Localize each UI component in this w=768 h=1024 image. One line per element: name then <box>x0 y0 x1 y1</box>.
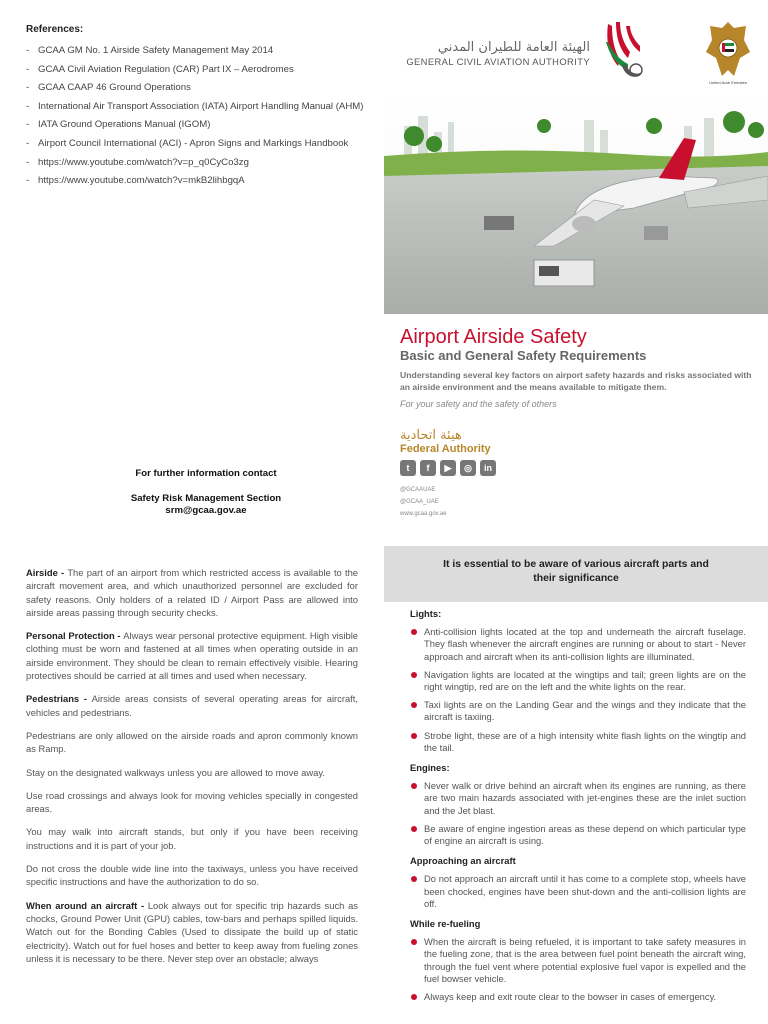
bullet-item: Anti-collision lights located at the top and underneath the aircraft fuselage. They flash whenever the aircraft engines are running or about to start - Never approach and aircraft when its anti-collision lights are illuminated. <box>410 626 746 663</box>
term: Pedestrians - <box>26 693 92 705</box>
reference-item: - IATA Ground Operations Manual (IGOM) <box>26 119 366 131</box>
reference-link[interactable]: - https://www.youtube.com/watch?v=p_q0CyCo3zg <box>26 157 366 169</box>
federal-authority-english: Federal Authority <box>400 443 491 455</box>
facebook-icon[interactable]: f <box>420 460 436 476</box>
federal-authority-arabic: هيئة اتحادية <box>400 428 462 443</box>
section-title: Lights: <box>410 608 442 619</box>
bullet-list <box>410 936 746 1003</box>
bullet-item: Taxi lights are on the Landing Gear and the wings and they indicate that the aircraft is taxiing. <box>410 699 746 723</box>
references-list <box>26 45 366 187</box>
bullet-item: Never walk or drive behind an aircraft when its engines are running, as there are two main hazards associated with jet-engines these are the inlet suction and the Jet blast. <box>410 780 746 817</box>
paragraph: Do not cross the double wide line into the taxiways, unless you have received specific instructions and have the authorization to do so. <box>26 863 358 888</box>
youtube-icon[interactable]: ▶ <box>440 460 456 476</box>
twitter-icon[interactable]: t <box>400 460 416 476</box>
bullet-item: Navigation lights are located at the wingtips and tail; green lights are on the right wingtip, red are on the left and the white lights on the rear. <box>410 669 746 693</box>
brochure-description: Understanding several key factors on airport safety hazards and risks associated with an airside environment and the means available to mitigate them. <box>400 370 752 392</box>
uae-emblem-icon <box>704 18 752 80</box>
bullet-list <box>410 873 746 910</box>
handle-gcaa-uae: @GCAA_UAE <box>400 499 439 505</box>
bullet-list <box>410 780 746 847</box>
gcaa-english-name: GENERAL CIVIL AVIATION AUTHORITY <box>406 56 590 67</box>
bullet-item: Always keep and exit route clear to the bowser in cases of emergency. <box>410 991 746 1003</box>
aircraft-parts-heading: It is essential to be aware of various aircraft parts and their significance <box>443 559 709 584</box>
safety-guidelines-text <box>26 566 358 975</box>
bullet-item: Strobe light, these are of a high intensity white flash lights on the wingtip and the tail. <box>410 730 746 754</box>
bullet-item: Be aware of engine ingestion areas as these depend on which particular type of engine an aircraft is using. <box>410 823 746 847</box>
paragraph: You may walk into aircraft stands, but only if you have been receiving instructions and it is part of your job. <box>26 826 358 851</box>
section-title: Engines: <box>410 762 450 774</box>
reference-item: - Airport Council International (ACI) - Apron Signs and Markings Handbook <box>26 138 366 150</box>
social-icons <box>400 460 496 476</box>
linkedin-icon[interactable]: in <box>480 460 496 476</box>
references-section <box>26 24 366 194</box>
reference-item: - GCAA CAAP 46 Ground Operations <box>26 82 366 94</box>
paragraph: Stay on the designated walkways unless you are allowed to move away. <box>26 766 325 778</box>
airport-aircraft-image <box>384 96 768 314</box>
reference-item: - GCAA Civil Aviation Regulation (CAR) Part IX – Aerodromes <box>26 64 366 76</box>
contact-email[interactable]: srm@gcaa.gov.ae <box>165 505 247 516</box>
references-heading: References: <box>26 24 84 35</box>
bullet-item: When the aircraft is being refueled, it is important to take safety measures in the fueling zone, that is the area between fuel point beneath the aircraft wing, through the fuel vent where potential explosive fuel vapor is expelled and the fuel bowser vehicle. <box>410 936 746 985</box>
term: Personal Protection - <box>26 630 124 642</box>
reference-item: - International Air Transport Association (IATA) Airport Handling Manual (AHM) <box>26 101 366 113</box>
paragraph: Personal Protection - Always wear personal protective equipment. High visible clothing must be worn and fastened at all times when operating outside in an airside environment. They should be clean to remain effectively visible. Hearing protectives should be carried at all times and used when necessary. <box>26 630 358 682</box>
contact-line: For further information contact <box>135 468 277 479</box>
term: Airside - <box>26 567 68 578</box>
instagram-icon[interactable]: ◎ <box>460 460 476 476</box>
paragraph: Use road crossings and always look for moving vehicles specially in congested areas. <box>26 789 358 815</box>
reference-link[interactable]: - https://www.youtube.com/watch?v=mkB2lihbgqA <box>26 175 366 187</box>
paragraph: When around an aircraft - Look always out for specific trip hazards such as chocks, Ground Power Unit (GPU) cables, tow-bars and perhaps spilled liquids. Watch out for the Bonding Cables (Used to dissipate the build up of static electricity). Watch out for fuel hoses and better to keep away from fueling zones unless it is necessary to be there. Never step over an obstacle; always <box>26 899 358 964</box>
paragraph: Airside - The part of an airport from which restricted access is available to the aircraft movement area, and which unauthorized personnel are excluded for safety reasons. Only holders of a related ID / Airport Pass are allowed into airside areas passing through security checks. <box>26 567 358 618</box>
brochure-tagline: For your safety and the safety of others <box>400 399 557 409</box>
aircraft-parts-content <box>410 608 746 1011</box>
contact-section-name: Safety Risk Management Section <box>130 493 282 504</box>
paragraph: Pedestrians - Airside areas consists of several operating areas for aircraft, vehicles and pedestrians. <box>26 693 359 718</box>
bullet-list <box>410 626 746 754</box>
term: When around an aircraft - <box>26 899 148 911</box>
page-subtitle: Basic and General Safety Requirements <box>400 348 647 363</box>
gcaa-falcon-logo-icon <box>600 20 646 82</box>
website-link[interactable]: www.gcaa.gov.ae <box>400 511 447 517</box>
section-title: Approaching an aircraft <box>410 855 516 867</box>
gcaa-arabic-name: الهيئة العامة للطيران المدني <box>437 40 590 55</box>
uae-emblem-caption: United Arab Emirates <box>709 80 747 85</box>
contact-block <box>26 468 386 517</box>
handle-gcaauae: @GCAAUAE <box>400 487 436 493</box>
page-title: Airport Airside Safety <box>400 326 587 348</box>
section-title: While re-fueling <box>410 918 481 930</box>
paragraph: Pedestrians are only allowed on the airside roads and apron commonly known as Ramp. <box>26 729 358 755</box>
reference-item: - GCAA GM No. 1 Airside Safety Management May 2014 <box>26 45 366 57</box>
bullet-item: Do not approach an aircraft until it has come to a complete stop, wheels have been chocked, engines have been shut-down and the anti-collision lights are off. <box>410 873 746 910</box>
